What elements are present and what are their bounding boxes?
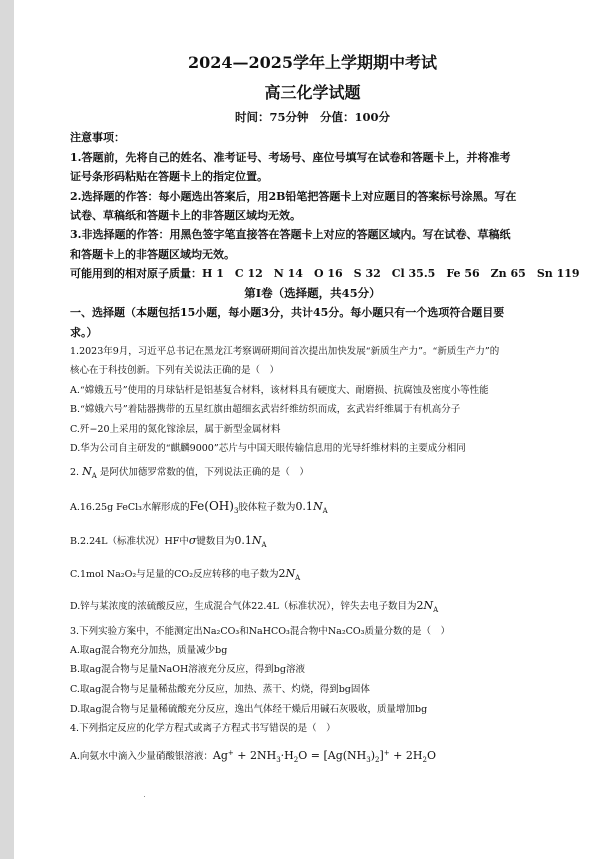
q1-option-b: B.“嫦娥六号”着陆器携带的五星红旗由超细玄武岩纤维纺织而成，玄武岩纤维属于有机高分子: [70, 404, 461, 415]
q3-option-a: A.取ag混合物充分加热，质量减少bg: [70, 645, 228, 656]
note-2-line-2: 试卷、草稿纸和答题卡上的非答题区域均无效。: [70, 209, 301, 222]
exam-title: 2024—2025学年上学期期中考试: [187, 53, 438, 72]
q4-a-sub2c: 2: [422, 755, 427, 764]
q2-stem: [70, 466, 309, 478]
q2-d-value: 2: [416, 599, 424, 612]
exam-page: [14, 0, 611, 859]
q2-na-subscript: A: [91, 471, 97, 480]
note-3-line-2: 和答题卡上的非答题区域均无效。: [70, 248, 235, 261]
q4-a-ag-charge: +: [227, 748, 234, 757]
q4-a-sub3b: 3: [366, 755, 371, 764]
q2-c-na-sub: A: [295, 573, 301, 582]
q2-a-na-sub: A: [322, 506, 328, 515]
time-score: 时间：75分钟 分值：100分: [234, 110, 390, 124]
q1-option-c: C.歼−20上采用的氮化镓涂层，属于新型金属材料: [70, 424, 281, 435]
q4-a-ag: Ag: [212, 749, 228, 762]
q2-c-na: N: [285, 567, 296, 580]
q1-option-a: A.“嫦娥五号”使用的月球钻杆是铝基复合材料，该材料具有硬度大、耐磨损、抗腐蚀及密度小等性能: [70, 385, 489, 396]
q4-a-complex-open: O = [Ag(NH: [298, 749, 367, 762]
q2-b-na: N: [251, 534, 262, 547]
q2-d-na: N: [423, 599, 434, 612]
q3-stem: 3.下列实验方案中，不能测定出Na₂CO₃和NaHCO₃混合物中Na₂CO₃质量分数的是（ ）: [70, 626, 450, 637]
q2-number: 2.: [70, 467, 80, 478]
q4-a-water: + 2H: [389, 749, 423, 762]
q2-a-prefix: A.16.25g FeCl₃水解形成的: [70, 502, 190, 513]
q4-option-a: [70, 750, 436, 762]
q4-a-sub2: 2: [293, 755, 299, 764]
q4-a-nh3: + 2NH: [233, 749, 277, 762]
q2-option-d: [70, 600, 438, 612]
q2-a-middle: 胶体粒子数为: [238, 502, 296, 513]
q2-d-prefix: D.锌与某浓度的浓硫酸反应，生成混合气体22.4L（标准状况），锌失去电子数目为: [70, 601, 417, 612]
subject-title: 高三化学试题: [264, 83, 361, 102]
q2-b-middle: 键数目为: [196, 536, 235, 547]
q2-stem-text: 是阿伏加德罗常数的值，下列说法正确的是（ ）: [99, 467, 309, 478]
q3-option-d: D.取ag混合物与足量稀硫酸充分反应，逸出气体经干燥后用碱石灰吸收，质量增加bg: [70, 704, 428, 715]
note-2-line-1: 2.选择题的作答：每小题选出答案后，用2B铅笔把答题卡上对应题目的答案标号涂黑。写在: [70, 190, 517, 203]
part-1-line-1: 一、选择题（本题包括15小题，每小题3分，共计45分。每小题只有一个选项符合题目要: [70, 306, 505, 319]
q2-a-na: N: [312, 500, 323, 513]
q4-a-prefix: A.向氨水中滴入少量硝酸银溶液：: [70, 751, 213, 762]
notes-heading: 注意事项：: [70, 131, 125, 144]
q2-a-fe: Fe: [189, 499, 205, 513]
scan-speck: [144, 796, 145, 797]
q3-option-b: B.取ag混合物与足量NaOH溶液充分反应，得到bg溶液: [70, 664, 305, 675]
q1-stem-line-1: 1.2023年9月，习近平总书记在黑龙江考察调研期间首次提出加快发展“新质生产力”。“新质生产力”的: [70, 346, 500, 357]
q2-option-b: [70, 535, 267, 547]
left-margin-strip: [0, 0, 14, 859]
q4-a-complex-charge: +: [383, 748, 390, 757]
q2-na-symbol: N: [82, 465, 92, 478]
q4-a-paren-close: ): [370, 749, 376, 762]
q2-b-prefix: B.2.24L（标准状况）HF中: [70, 536, 189, 547]
q2-a-value: 0.1: [295, 500, 313, 513]
q2-c-prefix: C.1mol Na₂O₂与足量的CO₂反应转移的电子数为: [70, 569, 279, 580]
q2-c-value: 2: [278, 567, 286, 580]
q1-option-d: D.华为公司自主研发的“麒麟9000”芯片与中国天眼传输信息用的光导纤维材料的主要成分相同: [70, 443, 466, 454]
q4-stem: 4.下列指定反应的化学方程式或离子方程式书写错误的是（ ）: [70, 723, 336, 734]
q2-d-na-sub: A: [433, 605, 439, 614]
q2-a-sub3: 3: [233, 506, 239, 515]
q4-a-bracket-close: ]: [379, 749, 384, 762]
note-1-line-2: 证号条形码粘贴在答题卡上的指定位置。: [70, 170, 268, 183]
note-1-line-1: 1.答题前，先将自己的姓名、准考证号、考场号、座位号填写在试卷和答题卡上，并将准考: [70, 151, 511, 164]
q2-b-na-sub: A: [261, 540, 267, 549]
q4-a-sub3: 3: [276, 755, 281, 764]
q4-a-sub2b: 2: [375, 755, 380, 764]
q3-option-c: C.取ag混合物与足量稀盐酸充分反应，加热、蒸干、灼烧，得到bg固体: [70, 684, 370, 695]
q4-a-water-o: O: [426, 749, 436, 762]
q2-a-oh: (OH): [204, 499, 234, 513]
part-1-line-2: 求。）: [70, 326, 98, 339]
section-1-title: 第Ⅰ卷（选择题，共45分）: [244, 286, 381, 300]
q2-b-sigma: σ: [188, 534, 197, 547]
q4-a-h: ·H: [280, 749, 294, 762]
q1-stem-line-2: 核心在于科技创新。下列有关说法正确的是（ ）: [70, 365, 280, 376]
q2-option-a: [70, 500, 328, 513]
q2-option-c: [70, 568, 300, 580]
atomic-masses: 可能用到的相对原子质量：H 1 C 12 N 14 O 16 S 32 Cl 35.5 Fe 56 Zn 65 Sn 119: [70, 267, 580, 280]
q2-b-value: 0.1: [234, 534, 252, 547]
note-3-line-1: 3.非选择题的作答：用黑色签字笔直接答在答题卡上对应的答题区域内。写在试卷、草稿纸: [70, 228, 511, 241]
